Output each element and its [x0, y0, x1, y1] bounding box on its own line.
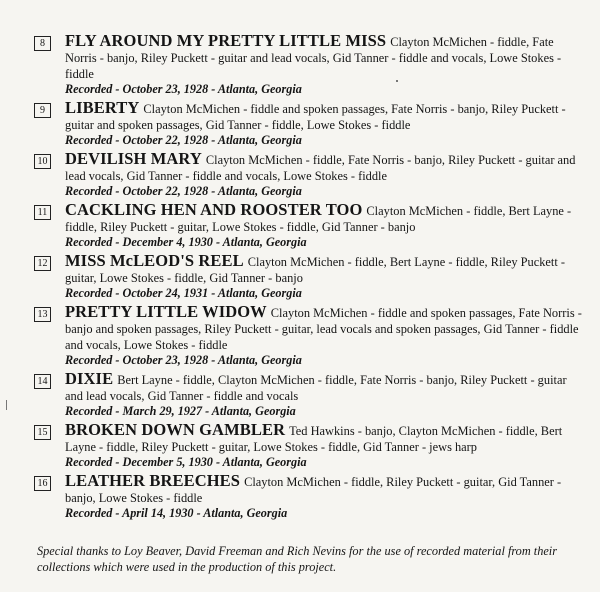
track-text [65, 304, 582, 353]
track-title: LIBERTY [65, 98, 140, 117]
track-title: CACKLING HEN AND ROOSTER TOO [65, 200, 363, 219]
special-thanks: Special thanks to Loy Beaver, David Freeman and Rich Nevins for the use of recorded material from their collections which were used in the production of this project. [37, 544, 558, 574]
track-entry [34, 202, 582, 250]
track-text [65, 100, 582, 133]
track-credits: Bert Layne - fiddle, Clayton McMichen - fiddle, Fate Norris - banjo, Riley Puckett - guitar and lead vocals, Gid Tanner - fiddle and vocals [65, 373, 567, 403]
track-recorded: Recorded - December 5, 1930 - Atlanta, Georgia [65, 455, 307, 469]
track-list [34, 33, 582, 524]
track-title: FLY AROUND MY PRETTY LITTLE MISS [65, 31, 387, 50]
track-title: DEVILISH MARY [65, 149, 202, 168]
track-number-box: 8 [34, 36, 51, 51]
track-recorded: Recorded - October 23, 1928 - Atlanta, Georgia [65, 353, 302, 367]
scan-speck [396, 80, 398, 82]
track-entry [34, 151, 582, 199]
track-recorded: Recorded - December 4, 1930 - Atlanta, Georgia [65, 235, 307, 249]
track-entry [34, 422, 582, 470]
track-entry [34, 371, 582, 419]
track-text [65, 422, 582, 455]
track-credits: Clayton McMichen - fiddle and spoken passages, Fate Norris - banjo and spoken passages, Riley Puckett - guitar, lead vocals and spoken passages, Gid Tanner - fiddle and vocals, Lowe Stokes - fiddle [65, 306, 582, 352]
track-title: DIXIE [65, 369, 114, 388]
track-entry [34, 100, 582, 148]
track-recorded: Recorded - October 23, 1928 - Atlanta, Georgia [65, 82, 302, 96]
track-text [65, 151, 582, 184]
track-number-box: 16 [34, 476, 51, 491]
track-credits: Clayton McMichen - fiddle, Fate Norris - banjo, Riley Puckett - guitar and lead vocals, Gid Tanner - fiddle and vocals, Lowe Stokes - fiddle [65, 153, 576, 183]
track-title: BROKEN DOWN GAMBLER [65, 420, 286, 439]
track-text [65, 371, 582, 404]
track-credits: Clayton McMichen - fiddle, Bert Layne - fiddle, Riley Puckett - guitar, Lowe Stokes - fiddle, Gid Tanner - banjo [65, 204, 572, 234]
track-entry [34, 304, 582, 368]
track-number-box: 11 [34, 205, 51, 220]
track-text [65, 33, 582, 82]
track-number-box: 15 [34, 425, 51, 440]
track-credits: Clayton McMichen - fiddle and spoken passages, Fate Norris - banjo, Riley Puckett - guitar and spoken passages, Gid Tanner - fiddle, Lowe Stokes - fiddle [65, 102, 566, 132]
track-recorded: Recorded - March 29, 1927 - Atlanta, Georgia [65, 404, 296, 418]
track-title: PRETTY LITTLE WIDOW [65, 302, 267, 321]
track-text [65, 473, 582, 506]
track-recorded: Recorded - April 14, 1930 - Atlanta, Georgia [65, 506, 288, 520]
track-recorded: Recorded - October 22, 1928 - Atlanta, Georgia [65, 184, 302, 198]
track-text [65, 253, 582, 286]
track-recorded: Recorded - October 24, 1931 - Atlanta, Georgia [65, 286, 302, 300]
track-title: MISS McLEOD'S REEL [65, 251, 244, 270]
track-credits: Clayton McMichen - fiddle, Fate Norris - banjo, Riley Puckett - guitar and lead vocals, Gid Tanner - fiddle and vocals, Lowe Stokes - fiddle [65, 35, 562, 81]
track-recorded: Recorded - October 22, 1928 - Atlanta, Georgia [65, 133, 302, 147]
track-credits: Ted Hawkins - banjo, Clayton McMichen - fiddle, Bert Layne - fiddle, Riley Puckett - guitar, Lowe Stokes - fiddle, Gid Tanner - jews harp [65, 424, 563, 454]
track-number-box: 13 [34, 307, 51, 322]
track-credits: Clayton McMichen - fiddle, Bert Layne - fiddle, Riley Puckett - guitar, Lowe Stokes - fiddle, Gid Tanner - banjo [65, 255, 566, 285]
track-title: LEATHER BREECHES [65, 471, 241, 490]
track-number-box: 10 [34, 154, 51, 169]
track-number-box: 14 [34, 374, 51, 389]
scan-speck [6, 400, 7, 410]
track-number-box: 12 [34, 256, 51, 271]
track-number-box: 9 [34, 103, 51, 118]
track-entry [34, 253, 582, 301]
track-text [65, 202, 582, 235]
track-credits: Clayton McMichen - fiddle, Riley Puckett - guitar, Gid Tanner - banjo, Lowe Stokes - fiddle [65, 475, 562, 505]
track-entry [34, 33, 582, 97]
track-entry [34, 473, 582, 521]
